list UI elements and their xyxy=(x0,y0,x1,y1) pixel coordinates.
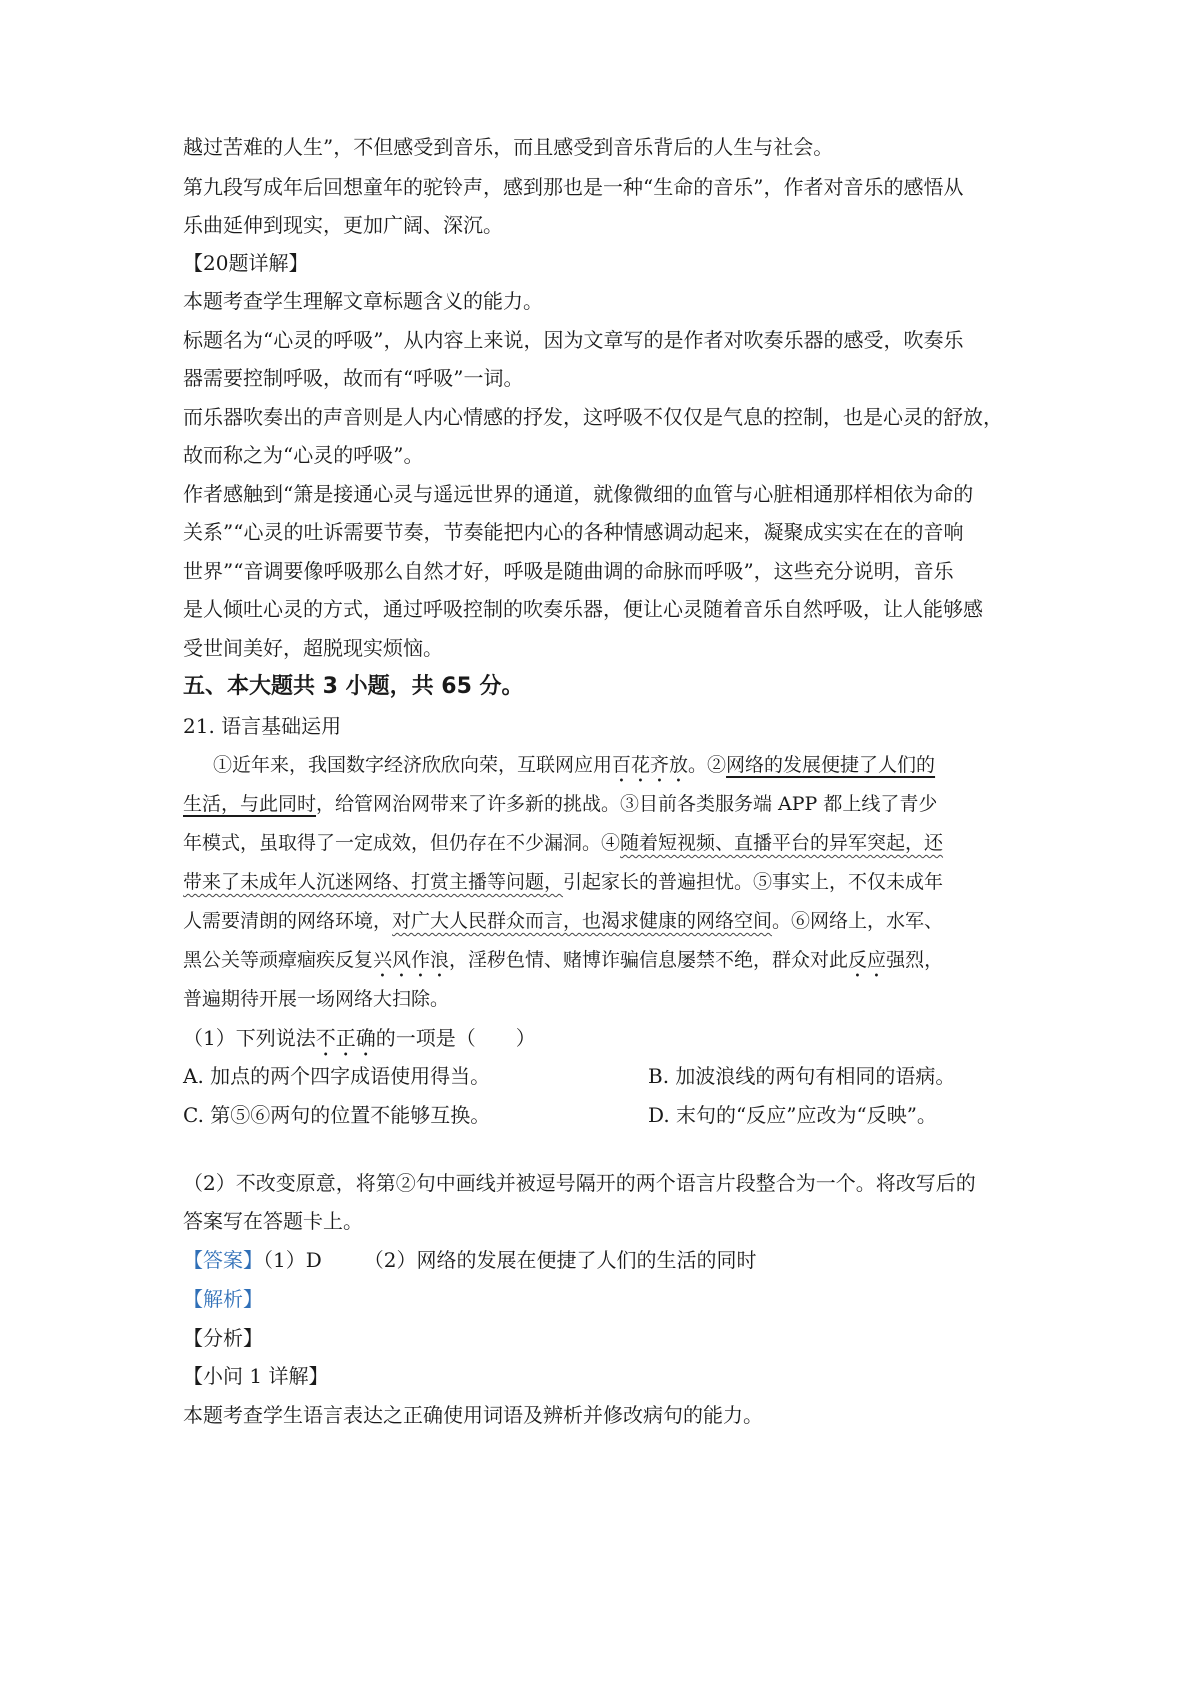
text-line: 器需要控制呼吸，故而有“呼吸”一词。 xyxy=(183,366,524,390)
passage-text: ①近年来，我国数字经济欣欣向荣，互联网应用 xyxy=(213,754,613,776)
text-line: 受世间美好，超脱现实烦恼。 xyxy=(183,636,443,660)
passage-line xyxy=(213,750,1023,787)
stem-text: 的一项是（ ） xyxy=(375,1026,536,1050)
passage-line xyxy=(183,906,1023,936)
subquestion-label: 【小问 1 详解】 xyxy=(183,1364,329,1388)
passage-text: 人需要清朗的网络环境， xyxy=(183,910,393,932)
section-heading: 五、本大题共 3 小题，共 65 分。 xyxy=(183,674,524,699)
emphasized-text: 不正确 xyxy=(315,1026,376,1050)
text-line: 世界”“音调要像呼吸那么自然才好，呼吸是随曲调的命脉而呼吸”，这些充分说明，音乐 xyxy=(183,559,954,583)
option-d: D. 末句的“反应”应改为“反映”。 xyxy=(648,1103,937,1127)
passage-line: 普遍期待开展一场网络大扫除。 xyxy=(183,988,450,1010)
subsection-label: 【20题详解】 xyxy=(183,251,309,275)
passage-text: 。⑥网络上，水军、 xyxy=(772,910,944,932)
stem-text: （1）下列说法 xyxy=(183,1026,316,1050)
text-line: 作者感触到“箫是接通心灵与遥远世界的通道，就像微细的血管与心脏相通那样相依为命的 xyxy=(183,482,974,506)
text-line: 是人倾吐心灵的方式，通过呼吸控制的吹奏乐器，便让心灵随着音乐自然呼吸，让人能够感 xyxy=(183,597,983,621)
text-line: 故而称之为“心灵的呼吸”。 xyxy=(183,443,424,467)
passage-text: 年模式，虽取得了一定成效，但仍存在不少漏洞。④ xyxy=(183,832,621,854)
text-line: 而乐器吹奏出的声音则是人内心情感的抒发，这呼吸不仅仅是气息的控制，也是心灵的舒放， xyxy=(183,405,1003,429)
question-stem xyxy=(183,1023,1023,1061)
passage-line xyxy=(183,828,1023,858)
analysis-label: 【解析】 xyxy=(183,1287,263,1311)
text-line: 本题考查学生语言表达之正确使用词语及辨析并修改病句的能力。 xyxy=(183,1403,763,1427)
answer-line xyxy=(183,1245,1023,1275)
text-line: 标题名为“心灵的呼吸”，从内容上来说，因为文章写的是作者对吹奏乐器的感受，吹奏乐 xyxy=(183,328,964,352)
question-title: 21. 语言基础运用 xyxy=(183,714,342,738)
passage-line xyxy=(183,789,1023,819)
underlined-fragment: 网络的发展便捷了人们的 xyxy=(726,754,936,776)
text-line: 关系”“心灵的吐诉需要节奏，节奏能把内心的各种情感调动起来，凝聚成实实在在的音响 xyxy=(183,520,964,544)
passage-text: 引起家长的普遍担忧。⑤事实上，不仅未成年 xyxy=(563,871,944,893)
answer-label: 【答案】 xyxy=(183,1248,263,1272)
passage-text: ，淫秽色情、赌博诈骗信息屡禁不绝，群众对此 xyxy=(449,949,849,971)
passage-text: ，给管网治网带来了许多新的挑战。③目前各类服务端 APP 都上线了青少 xyxy=(316,793,938,815)
passage-text: 。② xyxy=(688,754,727,776)
underlined-fragment: 生活，与此同时 xyxy=(183,793,317,815)
passage-text: 强烈， xyxy=(886,949,944,971)
wavy-fragment: 随着短视频、直播平台的异军突起，还 xyxy=(620,832,944,854)
passage-text: 黑公关等顽瘴痼疾反复 xyxy=(183,949,374,971)
question-stem: 答案写在答题卡上。 xyxy=(183,1209,363,1233)
text-line: 越过苦难的人生”，不但感受到音乐，而且感受到音乐背后的人生与社会。 xyxy=(183,135,834,159)
wavy-fragment: 对广大人民群众而言，也渴求健康的网络空间 xyxy=(392,910,773,932)
fenxi-label: 【分析】 xyxy=(183,1326,263,1350)
dotted-idiom: 百花齐放 xyxy=(612,754,689,776)
passage-line xyxy=(183,867,1023,897)
option-a: A. 加点的两个四字成语使用得当。 xyxy=(183,1064,491,1088)
text-line: 本题考查学生理解文章标题含义的能力。 xyxy=(183,289,543,313)
option-c: C. 第⑤⑥两句的位置不能够互换。 xyxy=(183,1103,491,1127)
passage-line xyxy=(183,945,1023,982)
wavy-fragment: 带来了未成年人沉迷网络、打赏主播等问题， xyxy=(183,871,564,893)
question-stem: （2）不改变原意，将第②句中画线并被逗号隔开的两个语言片段整合为一个。将改写后的 xyxy=(183,1171,976,1195)
text-line: 第九段写成年后回想童年的驼铃声，感到那也是一种“生命的音乐”，作者对音乐的感悟从 xyxy=(183,175,964,199)
answer-part-1: （1）D xyxy=(263,1248,322,1272)
answer-part-2: （2）网络的发展在便捷了人们的生活的同时 xyxy=(363,1248,757,1272)
dotted-idiom: 兴风作浪 xyxy=(373,949,450,971)
text-line: 乐曲延伸到现实，更加广阔、深沉。 xyxy=(183,213,503,237)
dotted-word: 反应 xyxy=(848,949,887,971)
option-b: B. 加波浪线的两句有相同的语病。 xyxy=(648,1064,956,1088)
